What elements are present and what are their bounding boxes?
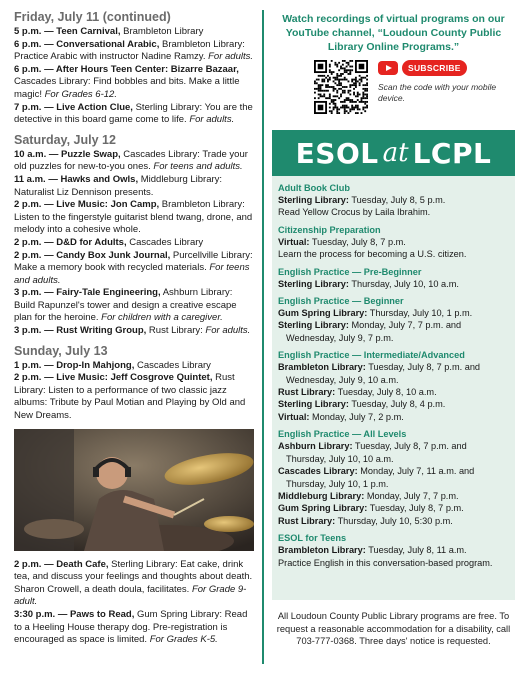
esol-location: Middleburg Library: xyxy=(278,490,365,501)
esol-details: Tuesday, July 8, 10 a.m. xyxy=(335,387,437,398)
event-item xyxy=(14,64,256,102)
esol-location: Brambleton Library: xyxy=(278,362,366,373)
event-item xyxy=(14,250,256,288)
event-item xyxy=(14,287,256,325)
esol-session-line xyxy=(278,478,507,490)
footer-notice: All Loudoun County Public Library programs are free. To request a reasonable accommodation for a disability, call 703-777-0368. Three days' notice is requested. xyxy=(276,611,511,646)
esol-details: Thursday, July 10, 1 p.m. xyxy=(367,308,473,319)
esol-session-line xyxy=(278,557,507,569)
esol-section-title: English Practice — Intermediate/Advanced xyxy=(278,350,465,361)
event-item xyxy=(14,372,256,422)
esol-details: Thursday, July 10, 1 p.m. xyxy=(286,478,389,489)
event-time-title: 6 p.m. — Conversational Arabic, xyxy=(14,38,160,50)
event-item xyxy=(14,102,256,127)
event-description: Cascades Library: Trade your old puzzles for new-to-you ones. xyxy=(14,148,248,173)
drummer-photo xyxy=(14,429,254,551)
event-description: Brambleton Library: Practice Arabic with instructor Nadine Ramzy. xyxy=(14,38,245,63)
esol-details: Tuesday, July 8, 7 p.m. xyxy=(367,503,464,514)
scan-instructions: Scan the code with your mobile device. xyxy=(378,82,497,103)
event-time-title: 3 p.m. — Fairy-Tale Engineering, xyxy=(14,287,161,299)
youtube-promo-text: Watch recordings of virtual programs on our YouTube channel, “Loudoun County Public Library Online Programs.” xyxy=(282,13,505,53)
esol-section-title: Citizenship Preparation xyxy=(278,224,381,235)
esol-details: Tuesday, July 8, 11 a.m. xyxy=(365,545,467,556)
sunday-events xyxy=(14,360,256,423)
event-item xyxy=(14,174,256,199)
esol-session-line xyxy=(278,278,507,290)
banner-at: at xyxy=(382,138,409,168)
event-audience: For Grades 6-12. xyxy=(41,88,117,100)
esol-session-line xyxy=(278,374,507,386)
esol-details: Wednesday, July 9, 10 a.m. xyxy=(286,374,399,385)
esol-session-line xyxy=(278,544,507,556)
esol-session-line xyxy=(278,332,507,344)
esol-session-line xyxy=(278,386,507,398)
subscribe-button[interactable]: SUBSCRIBE xyxy=(402,60,467,76)
event-audience: For Grades K-5. xyxy=(147,634,218,646)
day-heading-friday: Friday, July 11 (continued) xyxy=(14,10,171,24)
qr-row xyxy=(272,60,515,122)
esol-section-title: ESOL for Teens xyxy=(278,533,347,544)
event-time-title: 3 p.m. — Rust Writing Group, xyxy=(14,325,147,337)
event-time-title: 2 p.m. — Death Cafe, xyxy=(14,558,109,570)
event-audience: For teens and adults. xyxy=(14,262,250,286)
esol-location: Ashburn Library: xyxy=(278,441,353,452)
esol-section xyxy=(278,182,507,219)
event-audience: For adults. xyxy=(186,114,235,126)
day-heading-sunday: Sunday, July 13 xyxy=(14,343,108,358)
esol-details: Monday, July 7, 2 p.m. xyxy=(309,411,404,422)
esol-details: Tuesday, July 8, 7 p.m. and xyxy=(365,362,481,373)
esol-section-title: Adult Book Club xyxy=(278,183,350,193)
event-description: Cascades Library: Find bobbles and bits. Make a little magic! xyxy=(14,76,240,100)
event-description: Rust Library: xyxy=(146,325,203,337)
esol-location: Sterling Library: xyxy=(278,320,349,331)
esol-session-line xyxy=(278,490,507,502)
event-description: Sterling Library: You are the detective in this board game come to life. xyxy=(14,101,253,126)
esol-location: Brambleton Library: xyxy=(278,545,366,556)
event-item xyxy=(14,609,256,647)
esol-details: Monday, July 7, 11 a.m. and xyxy=(357,466,475,477)
esol-session-line xyxy=(278,194,507,206)
esol-details: Thursday, July 10, 10 a.m. xyxy=(348,278,459,289)
event-audience: For adults. xyxy=(202,325,251,337)
esol-session-line xyxy=(278,206,507,218)
esol-session-line xyxy=(278,411,507,423)
event-time-title: 2 p.m. — Candy Box Junk Journal, xyxy=(14,249,171,261)
youtube-side xyxy=(378,60,498,104)
event-audience: For Grade 9-adult. xyxy=(14,583,247,608)
event-time-title: 1 p.m. — Drop-In Mahjong, xyxy=(14,359,135,371)
esol-session-line xyxy=(278,515,507,527)
event-description: Middleburg Library: Naturalist Liz Dennison presents. xyxy=(14,173,223,198)
event-item xyxy=(14,237,256,250)
esol-details: Thursday, July 10, 5:30 p.m. xyxy=(335,515,453,526)
event-item xyxy=(14,39,256,64)
esol-details: Monday, July 7, 7 p.m. and xyxy=(348,320,462,331)
esol-location: Rust Library: xyxy=(278,515,336,526)
event-time-title: 6 p.m. — After Hours Teen Center: Bizarre Bazaar, xyxy=(14,63,239,75)
event-time-title: 7 p.m. — Live Action Clue, xyxy=(14,101,133,113)
esol-session-line xyxy=(278,440,507,452)
esol-details: Tuesday, July 8, 5 p.m. xyxy=(348,195,446,205)
event-description: Gum Spring Library: Read to a Heeling House therapy dog. Pre-registration is encouraged as space is limited. xyxy=(14,609,248,646)
esol-location: Sterling Library: xyxy=(278,195,349,205)
esol-location: Virtual: xyxy=(278,236,310,247)
esol-location: Cascades Library: xyxy=(278,466,358,477)
esol-session-line xyxy=(278,465,507,477)
esol-location: Rust Library: xyxy=(278,387,336,398)
esol-details: Tuesday, July 8, 7 p.m. xyxy=(309,236,406,247)
qr-code-icon[interactable] xyxy=(314,60,368,114)
youtube-logo-row xyxy=(378,60,498,76)
esol-location: Virtual: xyxy=(278,411,310,422)
banner-lcpl: LCPL xyxy=(412,136,492,170)
event-time-title: 2 p.m. — Live Music: Jon Camp, xyxy=(14,199,160,211)
esol-section xyxy=(278,349,507,423)
esol-section xyxy=(278,295,507,344)
esol-location: Gum Spring Library: xyxy=(278,503,368,514)
friday-events xyxy=(14,26,256,127)
event-description: Purcellville Library: Make a memory book with recycled materials. xyxy=(14,249,253,274)
esol-details: Monday, July 7, 7 p.m. xyxy=(364,490,459,501)
drummer-photo-illustration xyxy=(14,429,254,551)
esol-section-title: English Practice — Pre-Beginner xyxy=(278,266,422,277)
sunday-events-continued xyxy=(14,559,256,647)
event-audience: For teens and adults. xyxy=(150,161,243,173)
event-audience: For adults. xyxy=(205,51,254,63)
esol-session-line xyxy=(278,236,507,248)
column-divider xyxy=(262,10,264,664)
esol-session-line xyxy=(278,502,507,514)
event-description: Cascades Library xyxy=(134,359,211,371)
event-time-title: 2 p.m. — Live Music: Jeff Cosgrove Quintet, xyxy=(14,372,213,384)
esol-session-line xyxy=(278,398,507,410)
esol-banner xyxy=(272,130,515,176)
esol-session-line xyxy=(278,453,507,465)
left-column xyxy=(14,10,256,647)
event-item xyxy=(14,559,256,609)
event-description: Brambleton Library: Listen to the fingerstyle guitarist blend twang, drone, and melody into a cohesive whole. xyxy=(14,199,253,236)
esol-details: Tuesday, July 8, 7 p.m. and xyxy=(352,441,467,452)
event-time-title: 11 a.m. — Hawks and Owls, xyxy=(14,173,139,185)
event-description: Rust Library: Listen to a performance of two classic jazz albums: Tribute by Paul Motian and Playing by Old and New Dreams. xyxy=(14,372,246,422)
esol-details: Practice English in this conversation-based program. xyxy=(278,557,493,568)
esol-session-line xyxy=(278,307,507,319)
youtube-play-icon[interactable] xyxy=(378,61,398,75)
esol-section xyxy=(278,428,507,527)
esol-details: Learn the process for becoming a U.S. citizen. xyxy=(278,249,467,260)
event-description: Brambleton Library xyxy=(120,26,204,37)
event-time-title: 10 a.m. — Puzzle Swap, xyxy=(14,148,121,160)
esol-schedule xyxy=(272,176,515,600)
event-audience: For children with a caregiver. xyxy=(98,312,223,324)
esol-section xyxy=(278,266,507,290)
esol-details: Tuesday, July 8, 4 p.m. xyxy=(348,399,446,410)
esol-session-line xyxy=(278,248,507,260)
esol-section xyxy=(278,532,507,569)
event-description: Ashburn Library: Build Rapunzel's tower and design a creative escape plan for the heroine. xyxy=(14,287,237,324)
saturday-events xyxy=(14,149,256,338)
esol-location: Sterling Library: xyxy=(278,278,349,289)
esol-details: Wednesday, July 9, 7 p.m. xyxy=(286,332,394,343)
esol-location: Gum Spring Library: xyxy=(278,308,368,319)
esol-details: Thursday, July 10, 10 a.m. xyxy=(286,453,394,464)
event-time-title: 5 p.m. — Teen Carnival, xyxy=(14,26,121,37)
esol-section-title: English Practice — Beginner xyxy=(278,296,404,307)
event-item xyxy=(14,360,256,373)
event-description: Sterling Library: Eat cake, drink tea, and discuss your feelings and thoughts about death. Sharon Crowell, a death doula, facilitates. xyxy=(14,558,253,595)
right-column xyxy=(272,10,515,648)
esol-section-title: English Practice — All Levels xyxy=(278,429,407,440)
esol-session-line xyxy=(278,319,507,331)
esol-session-line xyxy=(278,361,507,373)
event-time-title: 3:30 p.m. — Paws to Read, xyxy=(14,609,135,620)
day-heading-saturday: Saturday, July 12 xyxy=(14,132,116,147)
event-time-title: 2 p.m. — D&D for Adults, xyxy=(14,236,127,248)
esol-details: Read Yellow Crocus by Laila Ibrahim. xyxy=(278,207,431,218)
event-item xyxy=(14,199,256,237)
event-item xyxy=(14,149,256,174)
event-item xyxy=(14,325,256,338)
banner-esol: ESOL xyxy=(295,136,379,170)
esol-location: Sterling Library: xyxy=(278,399,349,410)
esol-section xyxy=(278,224,507,261)
event-item xyxy=(14,26,256,39)
event-description: Cascades Library xyxy=(126,236,204,248)
